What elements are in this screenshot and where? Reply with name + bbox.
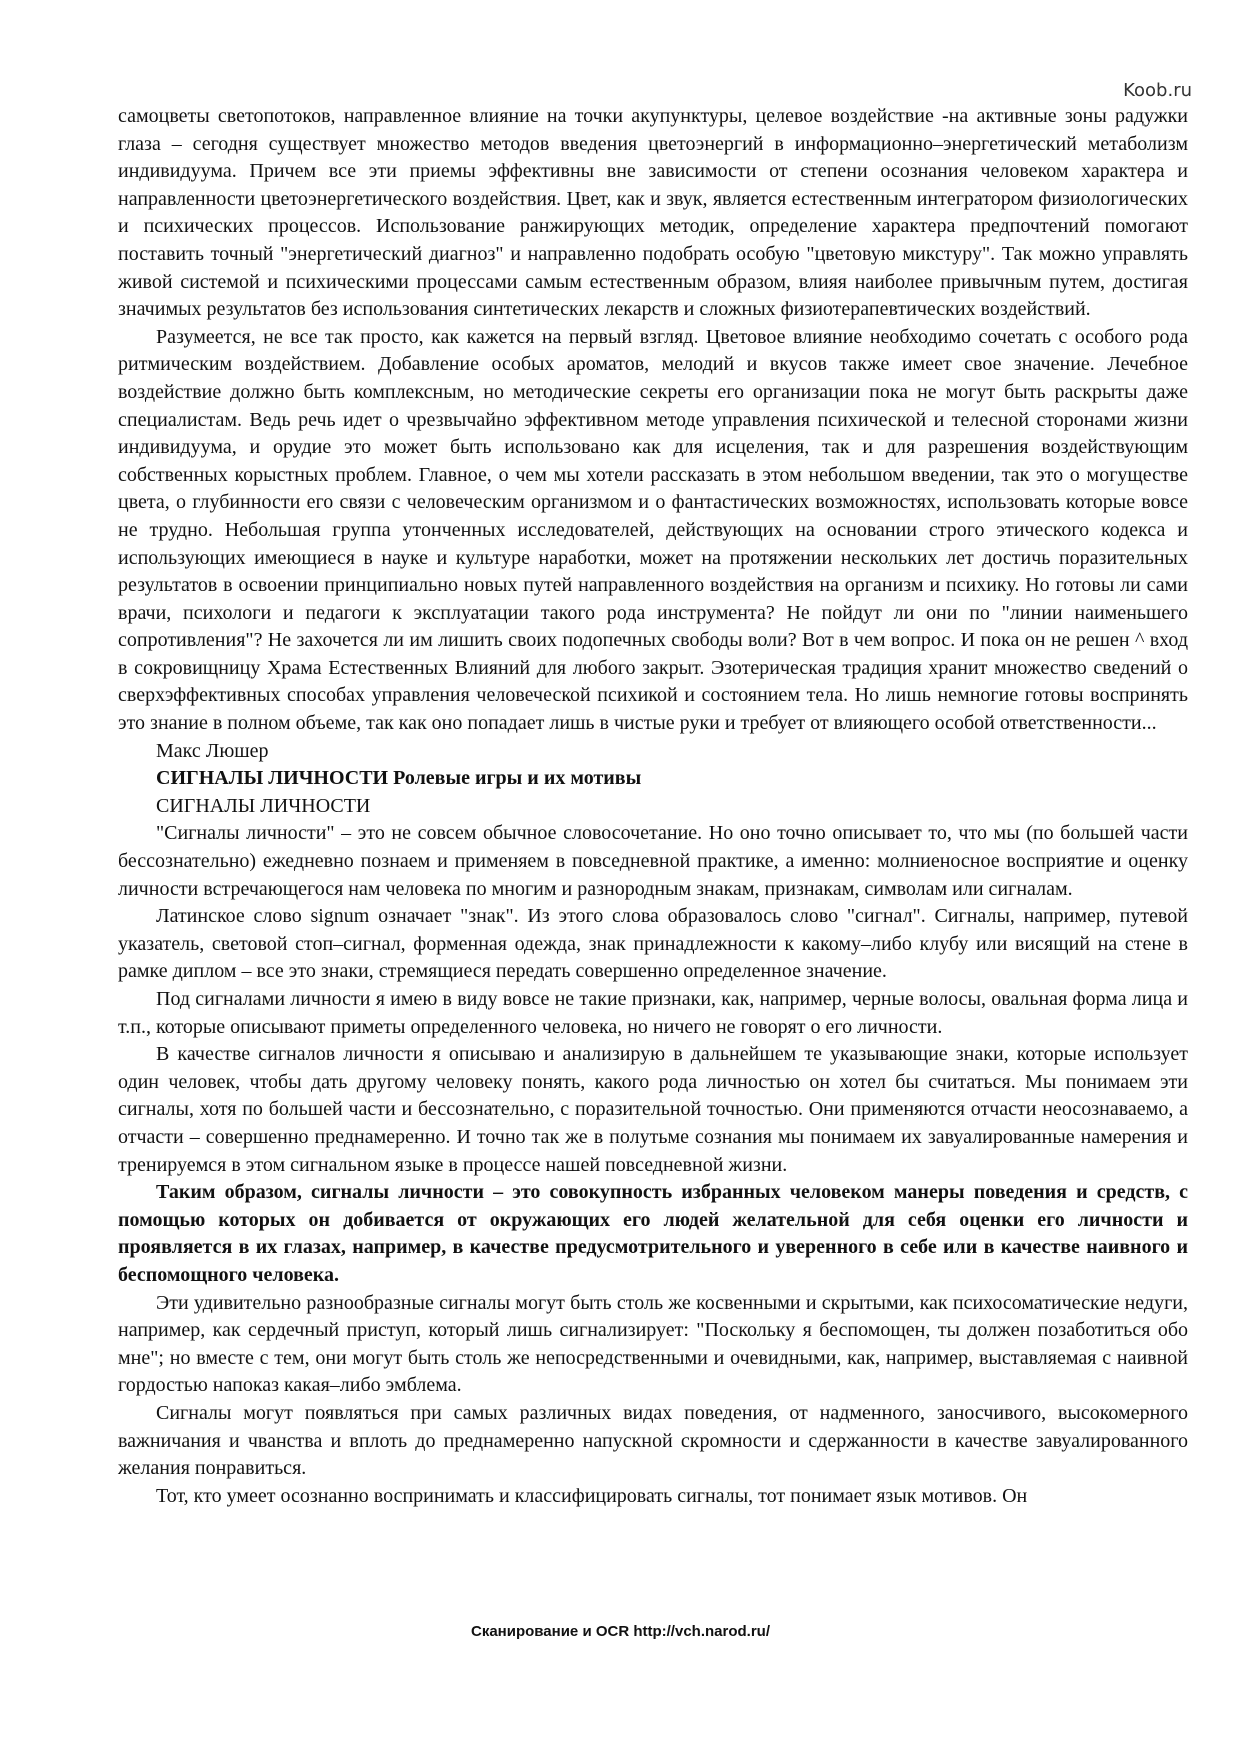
paragraph-signals-definition: "Сигналы личности" – это не совсем обычное словосочетание. Но оно точно описывает то, что мы (по большей части бессознательно) ежедневно познаем и применяем в повседневной практике, а именно: молниеносное восприятие и оценку личности встречающегося нам человека по многим и разнородным знакам, признакам, символам или сигналам. bbox=[118, 822, 1188, 900]
paragraph-intro-continued: самоцветы светопотоков, направленное влияние на точки акупунктуры, целевое воздействие -на активные зоны радужки глаза – сегодня существует множество методов введения цветоэнергий в информационно–энергетический метаболизм индивидуума. Причем все эти приемы эффективны вне зависимости от степени осознания человеком характера и направленности цветоэнергетического воздействия. Цвет, как и звук, является естественным интегратором физиологических и психических процессов. Использование ранжирующих методик, определение характера предпочтений помогают поставить точный "энергетический диагноз" и направленно подобрать особую "цветовую микстуру". Так можно управлять живой системой и психическими процессами самым естественным образом, влияя наиболее привычным путем, достигая значимых результатов без использования синтетических лекарств и сложных физиотерапевтических воздействий. bbox=[118, 105, 1188, 321]
paragraph-not-features: Под сигналами личности я имею в виду вовсе не такие признаки, как, например, черные волосы, овальная форма лица и т.п., которые описывают приметы определенного человека, но ничего не говорят о его личности. bbox=[118, 988, 1188, 1038]
chapter-title bbox=[118, 765, 1188, 793]
section-title: СИГНАЛЫ ЛИЧНОСТИ bbox=[156, 794, 371, 817]
paragraph-bold-definition: Таким образом, сигналы личности – это совокупность избранных человеком манеры поведения и средств, с помощью которых он добивается от окружающих его людей желательной для себя оценки его личности и проявляется в их глазах, например, в качестве предусмотрительного и уверенного в себе или в качестве наивного и беспомощного человека. bbox=[118, 1181, 1188, 1286]
scan-credit-footer: Сканирование и OCR http://vch.narod.ru/ bbox=[471, 1623, 770, 1640]
paragraph-signals-analysis: В качестве сигналов личности я описываю и анализирую в дальнейшем те указывающие знаки, которые использует один человек, чтобы дать другому человеку понять, какого рода личностью он хотел бы считаться. Мы понимаем эти сигналы, хотя по большей части и бессознательно, с поразительной точностью. Они применяются отчасти неосознаваемо, а отчасти – совершенно преднамеренно. И точно так же в полутьме сознания мы понимаем их завуалированные намерения и тренируемся в этом сигнальном языке в процессе нашей повседневной жизни. bbox=[118, 1043, 1188, 1176]
paragraph-diverse-signals: Эти удивительно разнообразные сигналы могут быть столь же косвенными и скрытыми, как психосоматические недуги, например, как сердечный приступ, который лишь сигнализирует: "Поскольку я беспомощен, ты должен позаботиться обо мне"; но вместе с тем, они могут быть столь же непосредственными и очевидными, как, например, выставляемая с наивной гордостью напоказ какая–либо эмблема. bbox=[118, 1291, 1188, 1397]
paragraph-signum: Латинское слово signum означает "знак". Из этого слова образовалось слово "сигнал". Сигналы, например, путевой указатель, световой стоп–сигнал, форменная одежда, знак принадлежности к какому–либо клубу или висящий на стене в рамке диплом – все это знаки, стремящиеся передать совершенно определенное значение. bbox=[118, 905, 1188, 983]
paragraph-motives-language: Тот, кто умеет осознанно воспринимать и классифицировать сигналы, тот понимает язык мотивов. Он bbox=[156, 1484, 1028, 1507]
document-body bbox=[118, 103, 1188, 1510]
chapter-subtitle: Ролевые игры и их мотивы bbox=[393, 767, 642, 790]
chapter-title-bold: СИГНАЛЫ ЛИЧНОСТИ bbox=[156, 767, 389, 790]
paragraph-behavior-types: Сигналы могут появляться при самых различных видах поведения, от надменного, заносчивого, высокомерного важничания и чванства и вплоть до преднамеренно напускной скромности и сдержанности в качестве завуалированного желания понравиться. bbox=[118, 1401, 1188, 1480]
author-name: Макс Люшер bbox=[156, 739, 269, 762]
site-watermark: Koob.ru bbox=[1123, 80, 1192, 101]
paragraph-color-influence: Разумеется, не все так просто, как кажется на первый взгляд. Цветовое влияние необходимо сочетать с особого рода ритмическим воздействием. Добавление особых ароматов, мелодий и вкусов также имеет свое значение. Лечебное воздействие должно быть комплексным, но методические секреты его организации пока не могут быть раскрыты даже специалистам. Ведь речь идет о чрезвычайно эффективном методе управления психической и телесной сторонами жизни индивидуума, и орудие это может быть использовано как для исцеления, так и для разрешения воздействующим собственных корыстных проблем. Главное, о чем мы хотели рассказать в этом небольшом введении, так это о могуществе цвета, о глубинности его связи с человеческим организмом и о фантастических возможностях, использовать которые вовсе не трудно. Небольшая группа утонченных исследователей, действующих на основании строго этического кодекса и использующих имеющиеся в науке и культуре наработки, может на протяжении нескольких лет достичь поразительных результатов в освоении принципиально новых путей направленного воздействия на организм и психику. Но готовы ли сами врачи, психологи и педагоги к эксплуатации такого рода инструмента? Не пойдут ли они по "линии наименьшего сопротивления"? Не захочется ли им лишить своих подопечных свободы воли? Вот в чем вопрос. И пока он не решен ^ вход в сокровищницу Храма Естественных Влияний для любого закрыт. Эзотерическая традиция хранит множество сведений о сверхэффективных способах управления человеческой психикой и состоянием тела. Но лишь немногие готовы воспринять это знание в полном объеме, так как оно попадает лишь в чистые руки и требует от влияющего особой ответственности... bbox=[118, 325, 1188, 735]
